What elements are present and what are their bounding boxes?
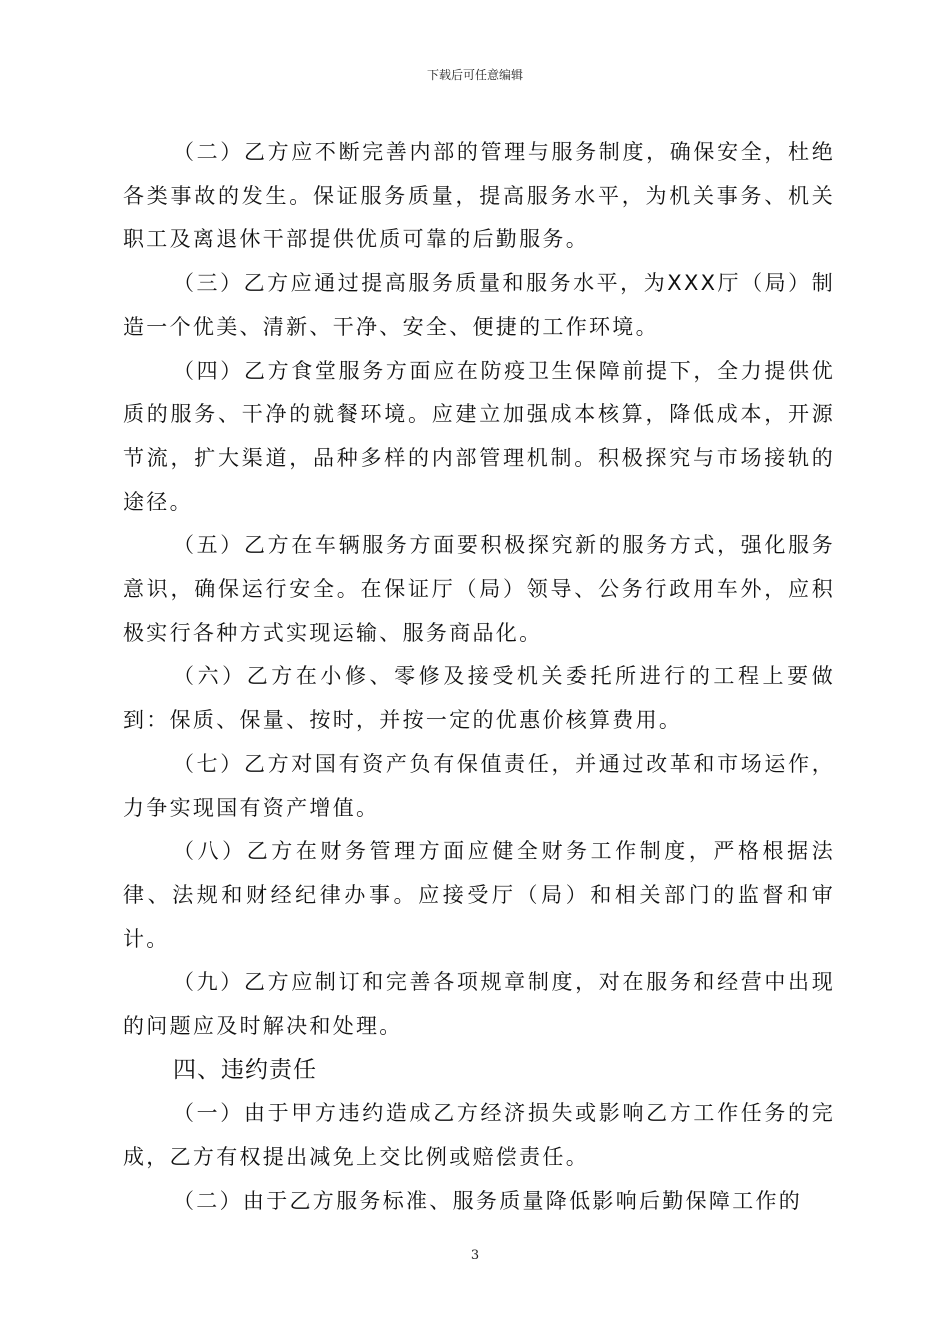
paragraph-clause-8: （八）乙方在财务管理方面应健全财务工作制度，严格根据法律、法规和财经纪律办事。应接受厅（局）和相关部门的监督和审计。 (123, 839, 835, 951)
paragraph-clause-6: （六）乙方在小修、零修及接受机关委托所进行的工程上要做到：保质、保量、按时，并按一定的优惠价核算费用。 (123, 664, 835, 733)
paragraph-liability-1: （一）由于甲方违约造成乙方经济损失或影响乙方工作任务的完成，乙方有权提出减免上交比例或赔偿责任。 (123, 1101, 835, 1170)
page-number: 3 (470, 1248, 480, 1263)
paragraph-clause-7: （七）乙方对国有资产负有保值责任，并通过改革和市场运作，力争实现国有资产增值。 (123, 751, 835, 820)
paragraph-clause-9: （九）乙方应制订和完善各项规章制度，对在服务和经营中出现的问题应及时解决和处理。 (123, 970, 835, 1039)
document-body (123, 131, 835, 1224)
paragraph-clause-3: （三）乙方应通过提高服务质量和服务水平，为XXX厅（局）制造一个优美、清新、干净、安全、便捷的工作环境。 (123, 271, 835, 339)
header-note: 下载后可任意编辑 (426, 68, 523, 82)
paragraph-clause-4: （四）乙方食堂服务方面应在防疫卫生保障前提下，全力提供优质的服务、干净的就餐环境。应建立加强成本核算，降低成本，开源节流，扩大渠道，品种多样的内部管理机制。积极探究与市场接轨的途径。 (123, 358, 835, 514)
paragraph-clause-2: （二）乙方应不断完善内部的管理与服务制度，确保安全，杜绝各类事故的发生。保证服务质量，提高服务水平，为机关事务、机关职工及离退休干部提供优质可靠的后勤服务。 (123, 140, 835, 252)
paragraph-clause-5: （五）乙方在车辆服务方面要积极探究新的服务方式，强化服务意识，确保运行安全。在保证厅（局）领导、公务行政用车外，应积极实行各种方式实现运输、服务商品化。 (123, 533, 835, 645)
paragraph-liability-2: （二）由于乙方服务标准、服务质量降低影响后勤保障工作的 (173, 1188, 803, 1213)
section-heading-breach-liability: 四、违约责任 (173, 1056, 317, 1083)
